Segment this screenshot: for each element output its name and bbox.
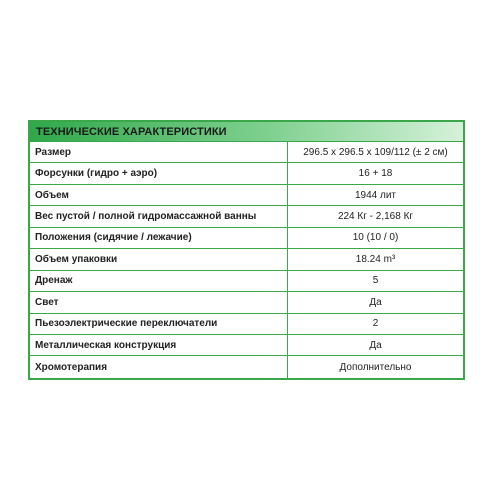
- table-title: ТЕХНИЧЕСКИЕ ХАРАКТЕРИСТИКИ: [36, 125, 227, 138]
- row-label: Металлическая конструкция: [30, 335, 288, 355]
- table-row-chromotherapy: [30, 356, 463, 377]
- row-value: Да: [369, 339, 382, 351]
- row-value: 18.24 m³: [355, 253, 396, 265]
- row-label: Положения (сидячие / лежачие): [30, 228, 288, 248]
- table-row-volume: [30, 185, 463, 206]
- table-row-size: [30, 142, 463, 163]
- row-label: Вес пустой / полной гидромассажной ванны: [30, 206, 288, 226]
- table-row-jets: [30, 163, 463, 184]
- specifications-table: [28, 120, 465, 380]
- table-row-drain: [30, 271, 463, 292]
- row-label: Объем упаковки: [30, 249, 288, 269]
- row-value: Да: [369, 296, 382, 308]
- row-value: 5: [372, 275, 379, 287]
- row-value: 16 + 18: [358, 168, 393, 180]
- table-row-light: [30, 292, 463, 313]
- table-row-package-volume: [30, 249, 463, 270]
- row-value: 296.5 x 296.5 x 109/112 (± 2 см): [303, 146, 448, 158]
- row-value: 1944 лит: [354, 189, 397, 201]
- row-value: 2: [372, 318, 379, 330]
- table-row-metal-frame: [30, 335, 463, 356]
- table-header: [30, 122, 463, 142]
- row-label: Хромотерапия: [30, 356, 288, 377]
- table-body: [30, 142, 463, 378]
- row-label: Объем: [30, 185, 288, 205]
- row-value: 224 Кг - 2,168 Кг: [337, 211, 414, 223]
- table-row-piezo-switches: [30, 314, 463, 335]
- row-label: Размер: [30, 142, 288, 162]
- row-label: Свет: [30, 292, 288, 312]
- row-label: Дренаж: [30, 271, 288, 291]
- row-value: Дополнительно: [339, 361, 412, 373]
- row-label: Форсунки (гидро + аэро): [30, 163, 288, 183]
- row-label: Пьезоэлектрические переключатели: [30, 314, 288, 334]
- table-row-positions: [30, 228, 463, 249]
- table-row-weight: [30, 206, 463, 227]
- row-value: 10 (10 / 0): [352, 232, 399, 244]
